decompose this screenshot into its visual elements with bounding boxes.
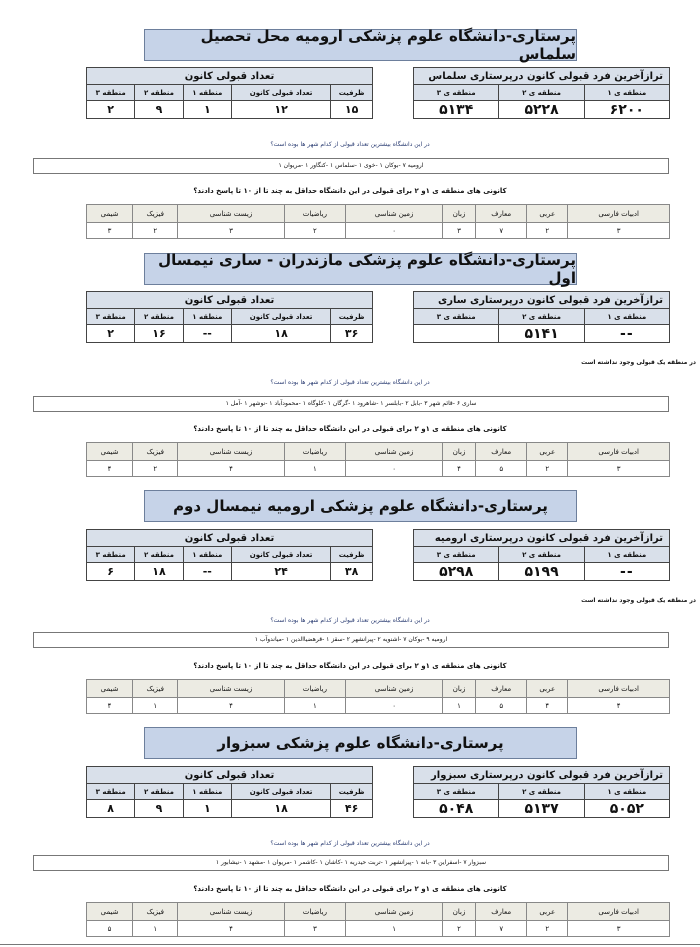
col-total: تعداد قبولی کانون	[231, 85, 330, 101]
lesson-math: ریاضیات	[284, 205, 346, 223]
col-r2: منطقه ی ۲	[499, 309, 584, 325]
col-r2: منطقه ی ۲	[499, 784, 584, 800]
col-total: تعداد قبولی کانون	[231, 784, 330, 800]
lesson-value: ۴	[527, 698, 568, 714]
total-value: ۱۸	[231, 325, 330, 343]
capacity-table	[86, 291, 373, 343]
lessons-question: کانونی های منطقه ی ۱و ۲ برای قبولی در این دانشگاه حداقل به چند تا از ۱۰ تا پاسخ دادند؟	[193, 662, 507, 670]
cities-question: در این دانشگاه بیشترین تعداد قبولی از کدام شهر ها بوده است؟	[270, 141, 430, 148]
region1-value: ۱	[183, 800, 231, 818]
lesson-religion: معارف	[476, 443, 527, 461]
lesson-value: ۲	[133, 223, 178, 239]
lesson-math: ریاضیات	[284, 680, 346, 698]
lesson-value: ۲	[527, 461, 568, 477]
lesson-value: ۴	[87, 698, 133, 714]
lesson-arabic: عربی	[527, 680, 568, 698]
lesson-value: ۰	[346, 461, 443, 477]
lesson-arabic: عربی	[527, 443, 568, 461]
col-r1: منطقه ی ۱	[584, 309, 669, 325]
total-value: ۱۸	[231, 800, 330, 818]
lesson-value: ۲	[527, 223, 568, 239]
capacity-value: ۴۶	[331, 800, 373, 818]
cities-list: سبزوار ۷ -اسفراین ۳ -بانه ۱ -پیرانشهر ۱ -تربت حیدریه ۱ -کاشان ۱ -کاشمر ۱ -مریوان ۱ -مشهد ۱ -نیشابور ۱	[33, 855, 669, 871]
lesson-geology: زمین شناسی	[346, 680, 443, 698]
lesson-physics: فیزیک	[133, 443, 178, 461]
capacity-table	[86, 766, 373, 818]
lesson-english: زبان	[442, 680, 475, 698]
lesson-math: ریاضیات	[284, 443, 346, 461]
capacity-header: تعداد قبولی کانون	[87, 530, 373, 547]
threshold-table	[413, 766, 670, 818]
lesson-biology: زیست شناسی	[178, 443, 284, 461]
lesson-value: ۳	[568, 921, 670, 937]
col-region3: منطقه ۳	[87, 547, 135, 563]
section-title: پرستاری-دانشگاه علوم پزشکی ارومیه نیمسال دوم	[144, 490, 577, 522]
threshold-r3: ۵۱۳۴	[414, 101, 499, 119]
page-bottom-rule	[0, 944, 700, 945]
lesson-value: ۴	[178, 461, 284, 477]
region2-value: ۹	[135, 800, 183, 818]
region1-value: ۱	[183, 101, 231, 119]
lesson-value: ۳	[178, 223, 284, 239]
lesson-chemistry: شیمی	[87, 680, 133, 698]
col-total: تعداد قبولی کانون	[231, 547, 330, 563]
region2-value: ۱۶	[135, 325, 183, 343]
lesson-value: ۲	[133, 461, 178, 477]
col-r3: منطقه ی ۳	[414, 784, 499, 800]
cities-list: ساری ۶ -قائم شهر ۳ -بابل ۲ -بابلسر ۱ -شاهرود ۱ -گرگان ۱ -کلوگاه ۱ -محمودآباد ۱ -نوشهر ۱ -آمل ۱	[33, 396, 669, 412]
lesson-biology: زیست شناسی	[178, 903, 284, 921]
capacity-table	[86, 67, 373, 119]
threshold-header: ترازآخرین فرد قبولی کانون درپرستاری سلماس	[414, 68, 670, 85]
lesson-persian: ادبیات فارسی	[568, 903, 670, 921]
threshold-table	[413, 291, 670, 343]
lesson-value: ۲	[284, 223, 346, 239]
lesson-english: زبان	[442, 205, 475, 223]
region3-value: ۶	[87, 563, 135, 581]
lesson-value: ۱	[133, 921, 178, 937]
cities-question: در این دانشگاه بیشترین تعداد قبولی از کدام شهر ها بوده است؟	[270, 617, 430, 624]
lesson-english: زبان	[442, 443, 475, 461]
threshold-r3: ۵۲۹۸	[414, 563, 499, 581]
col-region1: منطقه ۱	[183, 309, 231, 325]
threshold-r1: ۵۰۵۲	[584, 800, 669, 818]
cities-question: در این دانشگاه بیشترین تعداد قبولی از کدام شهر ها بوده است؟	[270, 379, 430, 386]
col-region3: منطقه ۳	[87, 784, 135, 800]
threshold-r2: ۵۱۳۷	[499, 800, 584, 818]
lesson-geology: زمین شناسی	[346, 205, 443, 223]
col-r3: منطقه ی ۳	[414, 309, 499, 325]
capacity-value: ۱۵	[331, 101, 373, 119]
total-value: ۲۴	[231, 563, 330, 581]
col-region2: منطقه ۲	[135, 309, 183, 325]
lesson-chemistry: شیمی	[87, 903, 133, 921]
lessons-table	[86, 902, 670, 937]
col-region3: منطقه ۳	[87, 309, 135, 325]
region2-value: ۹	[135, 101, 183, 119]
region2-value: ۱۸	[135, 563, 183, 581]
col-r1: منطقه ی ۱	[584, 85, 669, 101]
threshold-header: ترازآخرین فرد قبولی کانون درپرستاری ارومیه	[414, 530, 670, 547]
region3-value: ۲	[87, 101, 135, 119]
lesson-value: ۳	[568, 223, 670, 239]
region3-value: ۸	[87, 800, 135, 818]
col-region3: منطقه ۳	[87, 85, 135, 101]
capacity-table	[86, 529, 373, 581]
lesson-math: ریاضیات	[284, 903, 346, 921]
lesson-value: ۱	[442, 698, 475, 714]
threshold-r1: --	[584, 325, 669, 343]
lesson-value: ۰	[346, 223, 443, 239]
threshold-r1: --	[584, 563, 669, 581]
total-value: ۱۲	[231, 101, 330, 119]
lesson-value: ۳	[87, 223, 133, 239]
col-region1: منطقه ۱	[183, 85, 231, 101]
lesson-religion: معارف	[476, 680, 527, 698]
lesson-biology: زیست شناسی	[178, 680, 284, 698]
lesson-physics: فیزیک	[133, 903, 178, 921]
capacity-value: ۳۶	[331, 325, 373, 343]
lesson-value: ۱	[133, 698, 178, 714]
region1-value: --	[183, 563, 231, 581]
lesson-physics: فیزیک	[133, 680, 178, 698]
lesson-value: ۴	[568, 698, 670, 714]
cities-list: ارومیه ۷ -بوکان ۱ -خوی ۱ -سلماس ۱ -کنگاور ۱ -مریوان ۱	[33, 158, 669, 174]
col-r2: منطقه ی ۲	[499, 85, 584, 101]
threshold-r2: ۵۱۴۱	[499, 325, 584, 343]
threshold-table	[413, 67, 670, 119]
col-region1: منطقه ۱	[183, 547, 231, 563]
lessons-table	[86, 204, 670, 239]
lesson-persian: ادبیات فارسی	[568, 443, 670, 461]
lesson-value: ۲	[527, 921, 568, 937]
lesson-value: ۱	[346, 921, 443, 937]
lessons-question: کانونی های منطقه ی ۱و ۲ برای قبولی در این دانشگاه حداقل به چند تا از ۱۰ تا پاسخ دادند؟	[193, 885, 507, 893]
capacity-header: تعداد قبولی کانون	[87, 767, 373, 784]
lesson-chemistry: شیمی	[87, 443, 133, 461]
capacity-header: تعداد قبولی کانون	[87, 68, 373, 85]
col-r1: منطقه ی ۱	[584, 547, 669, 563]
section-title: پرستاری-دانشگاه علوم پزشکی ارومیه محل تحصیل سلماس	[144, 29, 577, 61]
lesson-value: ۴	[87, 461, 133, 477]
threshold-header: ترازآخرین فرد قبولی کانون درپرستاری ساری	[414, 292, 670, 309]
lessons-question: کانونی های منطقه ی ۱و ۲ برای قبولی در این دانشگاه حداقل به چند تا از ۱۰ تا پاسخ دادند؟	[193, 187, 507, 195]
lesson-persian: ادبیات فارسی	[568, 205, 670, 223]
lesson-value: ۵	[476, 698, 527, 714]
cities-question: در این دانشگاه بیشترین تعداد قبولی از کدام شهر ها بوده است؟	[270, 840, 430, 847]
capacity-value: ۳۸	[331, 563, 373, 581]
no-region1-note: در منطقه یک قبولی وجود نداشته است	[581, 359, 696, 366]
threshold-r1: ۶۲۰۰	[584, 101, 669, 119]
lesson-value: ۷	[476, 223, 527, 239]
lesson-arabic: عربی	[527, 903, 568, 921]
lesson-physics: فیزیک	[133, 205, 178, 223]
capacity-header: تعداد قبولی کانون	[87, 292, 373, 309]
lesson-geology: زمین شناسی	[346, 443, 443, 461]
lesson-value: ۴	[178, 698, 284, 714]
section-title: پرستاری-دانشگاه علوم پزشکی سبزوار	[144, 727, 577, 759]
threshold-header: ترازآخرین فرد قبولی کانون درپرستاری سبزوار	[414, 767, 670, 784]
threshold-table	[413, 529, 670, 581]
lesson-value: ۵	[476, 461, 527, 477]
threshold-r2: ۵۱۹۹	[499, 563, 584, 581]
col-capacity: ظرفیت	[331, 309, 373, 325]
lesson-value: ۵	[87, 921, 133, 937]
lesson-value: ۱	[284, 698, 346, 714]
lesson-value: ۰	[346, 698, 443, 714]
lesson-value: ۱	[284, 461, 346, 477]
col-r3: منطقه ی ۳	[414, 547, 499, 563]
threshold-r2: ۵۲۲۸	[499, 101, 584, 119]
threshold-r3	[414, 325, 499, 343]
threshold-r3: ۵۰۴۸	[414, 800, 499, 818]
lesson-value: ۷	[476, 921, 527, 937]
lesson-arabic: عربی	[527, 205, 568, 223]
lesson-chemistry: شیمی	[87, 205, 133, 223]
col-region2: منطقه ۲	[135, 784, 183, 800]
no-region1-note: در منطقه یک قبولی وجود نداشته است	[581, 597, 696, 604]
lesson-biology: زیست شناسی	[178, 205, 284, 223]
col-r3: منطقه ی ۳	[414, 85, 499, 101]
col-capacity: ظرفیت	[331, 784, 373, 800]
lesson-value: ۳	[568, 461, 670, 477]
lessons-question: کانونی های منطقه ی ۱و ۲ برای قبولی در این دانشگاه حداقل به چند تا از ۱۰ تا پاسخ دادند؟	[193, 425, 507, 433]
lesson-english: زبان	[442, 903, 475, 921]
lessons-table	[86, 442, 670, 477]
lesson-value: ۳	[284, 921, 346, 937]
cities-list: ارومیه ۹ -بوکان ۷ -اشنویه ۲ -پیرانشهر ۲ -سقز ۱ -قرهضیاالدین ۱ -میاندوآب ۱	[33, 632, 669, 648]
col-region1: منطقه ۱	[183, 784, 231, 800]
col-total: تعداد قبولی کانون	[231, 309, 330, 325]
lesson-religion: معارف	[476, 903, 527, 921]
col-r2: منطقه ی ۲	[499, 547, 584, 563]
section-title: پرستاری-دانشگاه علوم پزشکی مازندران - ساری نیمسال اول	[144, 253, 577, 285]
col-region2: منطقه ۲	[135, 547, 183, 563]
lesson-value: ۳	[442, 223, 475, 239]
col-region2: منطقه ۲	[135, 85, 183, 101]
lesson-religion: معارف	[476, 205, 527, 223]
lesson-geology: زمین شناسی	[346, 903, 443, 921]
lesson-persian: ادبیات فارسی	[568, 680, 670, 698]
lessons-table	[86, 679, 670, 714]
region1-value: --	[183, 325, 231, 343]
col-capacity: ظرفیت	[331, 547, 373, 563]
lesson-value: ۴	[442, 461, 475, 477]
region3-value: ۲	[87, 325, 135, 343]
lesson-value: ۴	[178, 921, 284, 937]
col-capacity: ظرفیت	[331, 85, 373, 101]
col-r1: منطقه ی ۱	[584, 784, 669, 800]
lesson-value: ۲	[442, 921, 475, 937]
